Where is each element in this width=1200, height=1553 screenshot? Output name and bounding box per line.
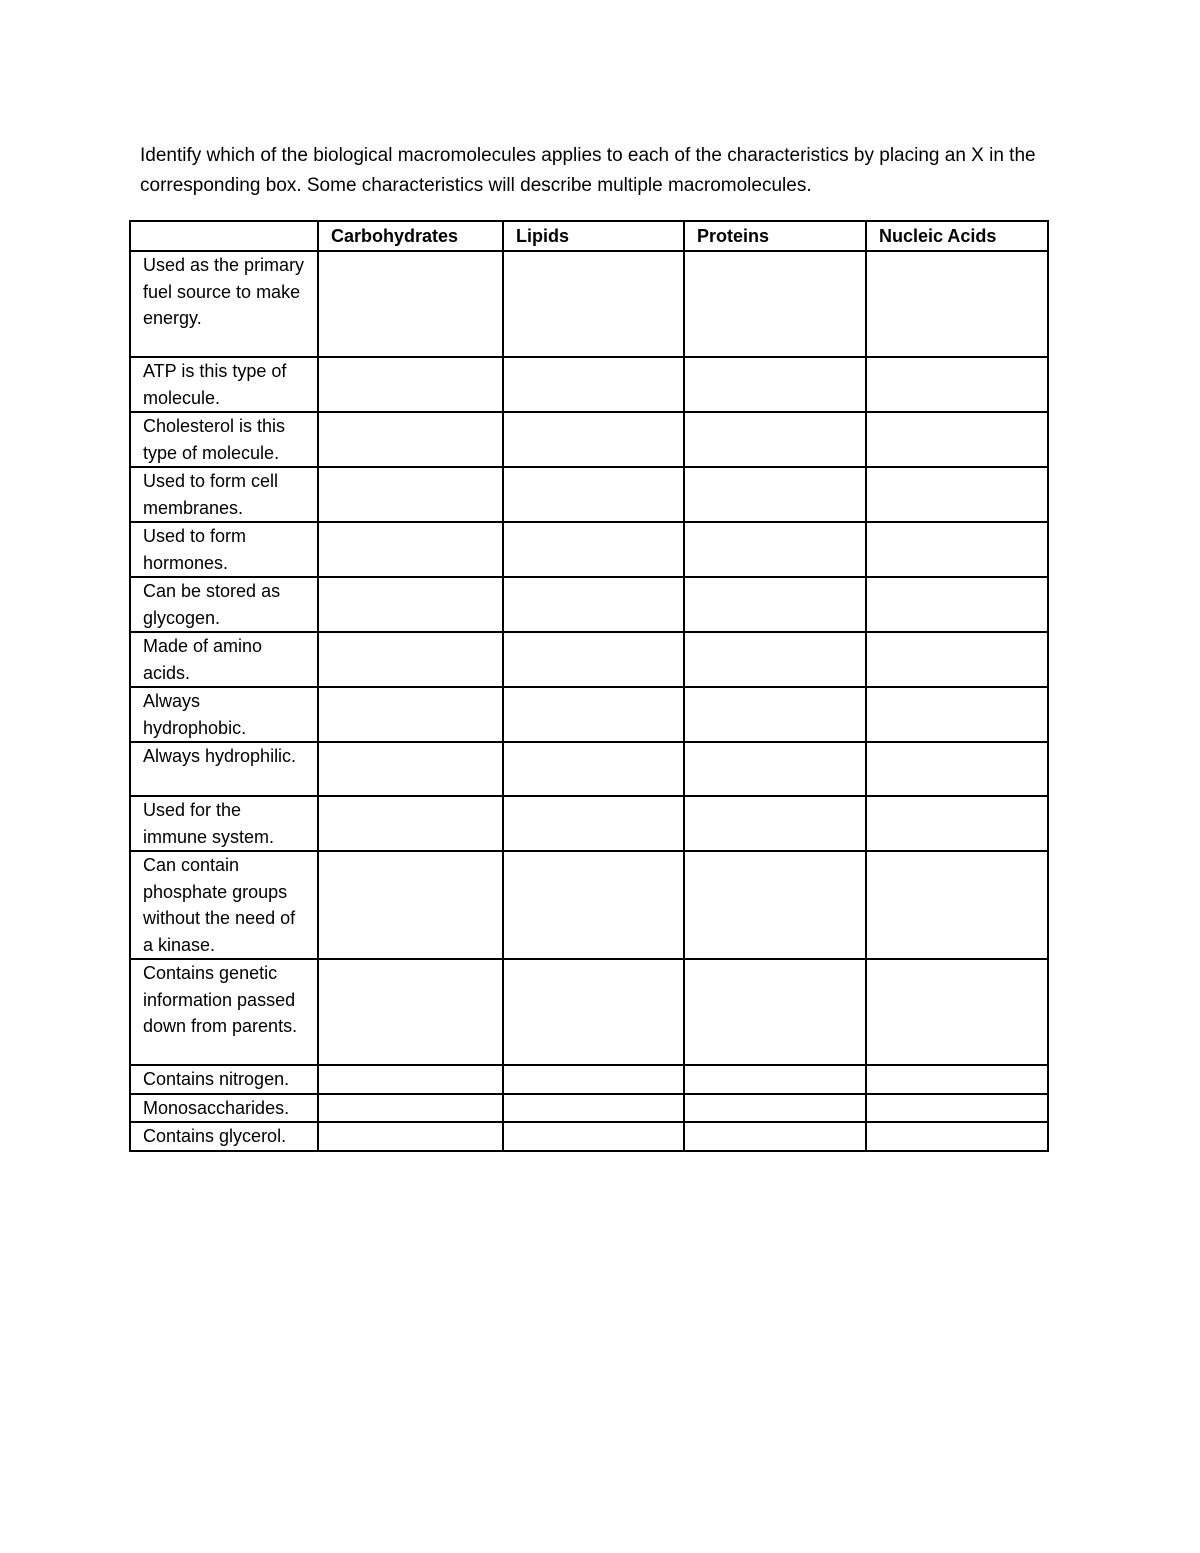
table-row bbox=[130, 467, 1048, 522]
column-header-nucleic-acids: Nucleic Acids bbox=[866, 221, 1048, 251]
answer-cell[interactable] bbox=[684, 1094, 866, 1123]
answer-cell[interactable] bbox=[318, 522, 503, 577]
answer-cell[interactable] bbox=[503, 577, 684, 632]
answer-cell[interactable] bbox=[684, 959, 866, 1065]
answer-cell[interactable] bbox=[866, 522, 1048, 577]
answer-cell[interactable] bbox=[866, 1122, 1048, 1151]
column-header-carbohydrates: Carbohydrates bbox=[318, 221, 503, 251]
row-label: Always hydrophobic. bbox=[130, 687, 318, 742]
row-label: Used for the immune system. bbox=[130, 796, 318, 851]
table-row bbox=[130, 1094, 1048, 1123]
answer-cell[interactable] bbox=[684, 522, 866, 577]
answer-cell[interactable] bbox=[684, 251, 866, 357]
row-label: Always hydrophilic. bbox=[130, 742, 318, 796]
answer-cell[interactable] bbox=[503, 1122, 684, 1151]
column-header-proteins: Proteins bbox=[684, 221, 866, 251]
answer-cell[interactable] bbox=[866, 959, 1048, 1065]
answer-cell[interactable] bbox=[866, 412, 1048, 467]
answer-cell[interactable] bbox=[684, 467, 866, 522]
table-row bbox=[130, 632, 1048, 687]
table-row bbox=[130, 1122, 1048, 1151]
answer-cell[interactable] bbox=[684, 632, 866, 687]
instructions-text: Identify which of the biological macromolecules applies to each of the characteristics by placing an X in the corresponding box. Some characteristics will describe multiple macromolecules. bbox=[140, 145, 1036, 196]
answer-cell[interactable] bbox=[866, 796, 1048, 851]
answer-cell[interactable] bbox=[318, 851, 503, 959]
table-row bbox=[130, 412, 1048, 467]
answer-cell[interactable] bbox=[318, 687, 503, 742]
answer-cell[interactable] bbox=[503, 1094, 684, 1123]
answer-cell[interactable] bbox=[503, 522, 684, 577]
answer-cell[interactable] bbox=[503, 632, 684, 687]
table-row bbox=[130, 522, 1048, 577]
answer-cell[interactable] bbox=[684, 1065, 866, 1094]
answer-cell[interactable] bbox=[866, 357, 1048, 412]
answer-cell[interactable] bbox=[684, 851, 866, 959]
answer-cell[interactable] bbox=[318, 632, 503, 687]
row-label: ATP is this type of molecule. bbox=[130, 357, 318, 412]
answer-cell[interactable] bbox=[503, 742, 684, 796]
answer-cell[interactable] bbox=[684, 1122, 866, 1151]
row-label: Used to form cell membranes. bbox=[130, 467, 318, 522]
answer-cell[interactable] bbox=[684, 687, 866, 742]
answer-cell[interactable] bbox=[318, 1065, 503, 1094]
row-label: Contains glycerol. bbox=[130, 1122, 318, 1151]
answer-cell[interactable] bbox=[318, 1094, 503, 1123]
answer-cell[interactable] bbox=[866, 742, 1048, 796]
table-row bbox=[130, 959, 1048, 1065]
table-row bbox=[130, 742, 1048, 796]
row-label: Contains genetic information passed down from parents. bbox=[130, 959, 318, 1065]
corner-cell bbox=[130, 221, 318, 251]
row-label: Contains nitrogen. bbox=[130, 1065, 318, 1094]
table-row bbox=[130, 851, 1048, 959]
answer-cell[interactable] bbox=[503, 357, 684, 412]
answer-cell[interactable] bbox=[503, 1065, 684, 1094]
row-label: Monosaccharides. bbox=[130, 1094, 318, 1123]
table-row bbox=[130, 1065, 1048, 1094]
answer-cell[interactable] bbox=[318, 577, 503, 632]
table-row bbox=[130, 251, 1048, 357]
answer-cell[interactable] bbox=[866, 632, 1048, 687]
answer-cell[interactable] bbox=[866, 577, 1048, 632]
row-label: Can contain phosphate groups without the need of a kinase. bbox=[130, 851, 318, 959]
answer-cell[interactable] bbox=[318, 357, 503, 412]
column-header-lipids: Lipids bbox=[503, 221, 684, 251]
answer-cell[interactable] bbox=[684, 412, 866, 467]
row-label: Cholesterol is this type of molecule. bbox=[130, 412, 318, 467]
table-row bbox=[130, 687, 1048, 742]
header-row bbox=[130, 221, 1048, 251]
answer-cell[interactable] bbox=[503, 467, 684, 522]
row-label: Used as the primary fuel source to make energy. bbox=[130, 251, 318, 357]
answer-cell[interactable] bbox=[318, 959, 503, 1065]
macromolecule-table bbox=[129, 220, 1049, 1152]
row-label: Can be stored as glycogen. bbox=[130, 577, 318, 632]
table-row bbox=[130, 796, 1048, 851]
answer-cell[interactable] bbox=[866, 251, 1048, 357]
table-row bbox=[130, 577, 1048, 632]
answer-cell[interactable] bbox=[503, 851, 684, 959]
answer-cell[interactable] bbox=[684, 796, 866, 851]
answer-cell[interactable] bbox=[318, 742, 503, 796]
answer-cell[interactable] bbox=[866, 851, 1048, 959]
answer-cell[interactable] bbox=[503, 796, 684, 851]
answer-cell[interactable] bbox=[503, 251, 684, 357]
answer-cell[interactable] bbox=[684, 742, 866, 796]
answer-cell[interactable] bbox=[866, 687, 1048, 742]
answer-cell[interactable] bbox=[318, 1122, 503, 1151]
answer-cell[interactable] bbox=[503, 687, 684, 742]
answer-cell[interactable] bbox=[318, 251, 503, 357]
answer-cell[interactable] bbox=[684, 577, 866, 632]
answer-cell[interactable] bbox=[503, 412, 684, 467]
row-label: Used to form hormones. bbox=[130, 522, 318, 577]
table-row bbox=[130, 357, 1048, 412]
answer-cell[interactable] bbox=[684, 357, 866, 412]
answer-cell[interactable] bbox=[866, 1065, 1048, 1094]
table-body bbox=[130, 251, 1048, 1151]
answer-cell[interactable] bbox=[503, 959, 684, 1065]
answer-cell[interactable] bbox=[318, 412, 503, 467]
answer-cell[interactable] bbox=[318, 796, 503, 851]
answer-cell[interactable] bbox=[318, 467, 503, 522]
answer-cell[interactable] bbox=[866, 467, 1048, 522]
answer-cell[interactable] bbox=[866, 1094, 1048, 1123]
row-label: Made of amino acids. bbox=[130, 632, 318, 687]
